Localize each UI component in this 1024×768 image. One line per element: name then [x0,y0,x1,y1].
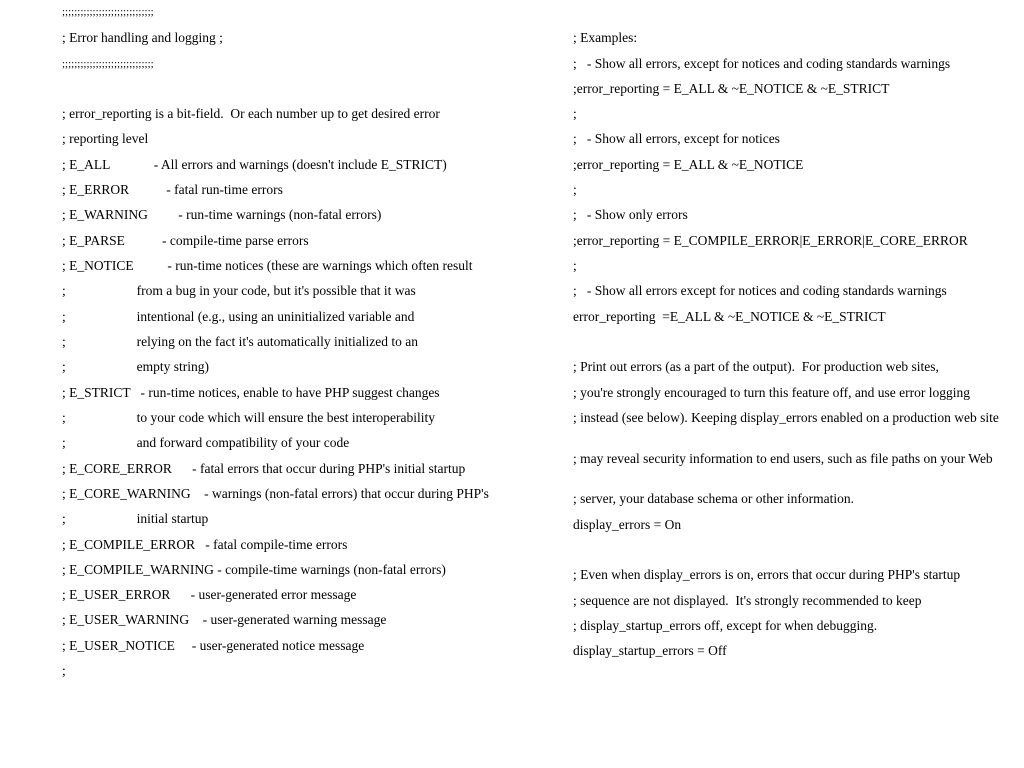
comment-line: ; from a bug in your code, but it's possible that it was [62,283,416,298]
config-line: ;error_reporting = E_ALL & ~E_NOTICE [573,157,804,172]
comment-line: ; sequence are not displayed. It's strongly recommended to keep [573,593,922,608]
comment-line: ; [573,182,577,197]
constant-e-parse: ; E_PARSE - compile-time parse errors [62,233,309,248]
constant-e-compile-error: ; E_COMPILE_ERROR - fatal compile-time errors [62,537,348,552]
comment-line: ; reporting level [62,131,149,146]
comment-line: ; [573,258,577,273]
comment-line: ; intentional (e.g., using an uninitialized variable and [62,309,415,324]
display-startup-errors-setting: display_startup_errors = Off [573,643,727,658]
constant-e-user-error: ; E_USER_ERROR - user-generated error message [62,587,357,602]
comment-line: ; display_startup_errors off, except for when debugging. [573,618,878,633]
constant-e-user-warning: ; E_USER_WARNING - user-generated warning message [62,612,387,627]
constant-e-error: ; E_ERROR - fatal run-time errors [62,182,283,197]
comment-line: ; may reveal security information to end users, such as file paths on your Web [573,451,993,466]
display-errors-setting: display_errors = On [573,517,682,532]
constant-e-core-error: ; E_CORE_ERROR - fatal errors that occur during PHP's initial startup [62,461,466,476]
comment-line: ; Print out errors (as a part of the output). For production web sites, [573,359,939,374]
comment-line: ; Even when display_errors is on, errors that occur during PHP's startup [573,567,961,582]
config-line: ;error_reporting = E_COMPILE_ERROR|E_ERROR|E_CORE_ERROR [573,233,968,248]
constant-e-notice: ; E_NOTICE - run-time notices (these are warnings which often result [62,258,473,273]
comment-line: ; - Show all errors except for notices and coding standards warnings [573,283,947,298]
constant-e-user-notice: ; E_USER_NOTICE - user-generated notice message [62,638,365,653]
comment-line: ; and forward compatibility of your code [62,435,350,450]
config-line: ;error_reporting = E_ALL & ~E_NOTICE & ~E_STRICT [573,81,890,96]
comment-line: ; - Show only errors [573,207,688,222]
comment-line: ; [573,106,577,121]
comment-line: ; empty string) [62,359,209,374]
error-reporting-setting: error_reporting =E_ALL & ~E_NOTICE & ~E_STRICT [573,309,886,324]
comment-line: ; to your code which will ensure the best interoperability [62,410,436,425]
comment-line: ; server, your database schema or other information. [573,491,854,506]
semicolon-border-top: ;;;;;;;;;;;;;;;;;;;;;;;;;;;;;; [62,6,154,18]
semicolon-border-bottom: ;;;;;;;;;;;;;;;;;;;;;;;;;;;;;; [62,58,154,70]
examples-heading: ; Examples: [573,30,638,45]
constant-e-strict: ; E_STRICT - run-time notices, enable to have PHP suggest changes [62,385,440,400]
comment-line: ; you're strongly encouraged to turn this feature off, and use error logging [573,385,970,400]
constant-e-warning: ; E_WARNING - run-time warnings (non-fatal errors) [62,207,382,222]
comment-line: ; instead (see below). Keeping display_errors enabled on a production web site [573,410,999,425]
comment-line: ; [62,663,66,678]
comment-line: ; initial startup [62,511,209,526]
constant-e-compile-warning: ; E_COMPILE_WARNING - compile-time warnings (non-fatal errors) [62,562,446,577]
comment-line: ; - Show all errors, except for notices and coding standards warnings [573,56,951,71]
comment-line: ; error_reporting is a bit-field. Or each number up to get desired error [62,106,440,121]
section-heading: ; Error handling and logging ; [62,30,223,45]
constant-e-all: ; E_ALL - All errors and warnings (doesn't include E_STRICT) [62,157,447,172]
comment-line: ; relying on the fact it's automatically initialized to an [62,334,418,349]
comment-line: ; - Show all errors, except for notices [573,131,780,146]
constant-e-core-warning: ; E_CORE_WARNING - warnings (non-fatal errors) that occur during PHP's [62,486,489,501]
